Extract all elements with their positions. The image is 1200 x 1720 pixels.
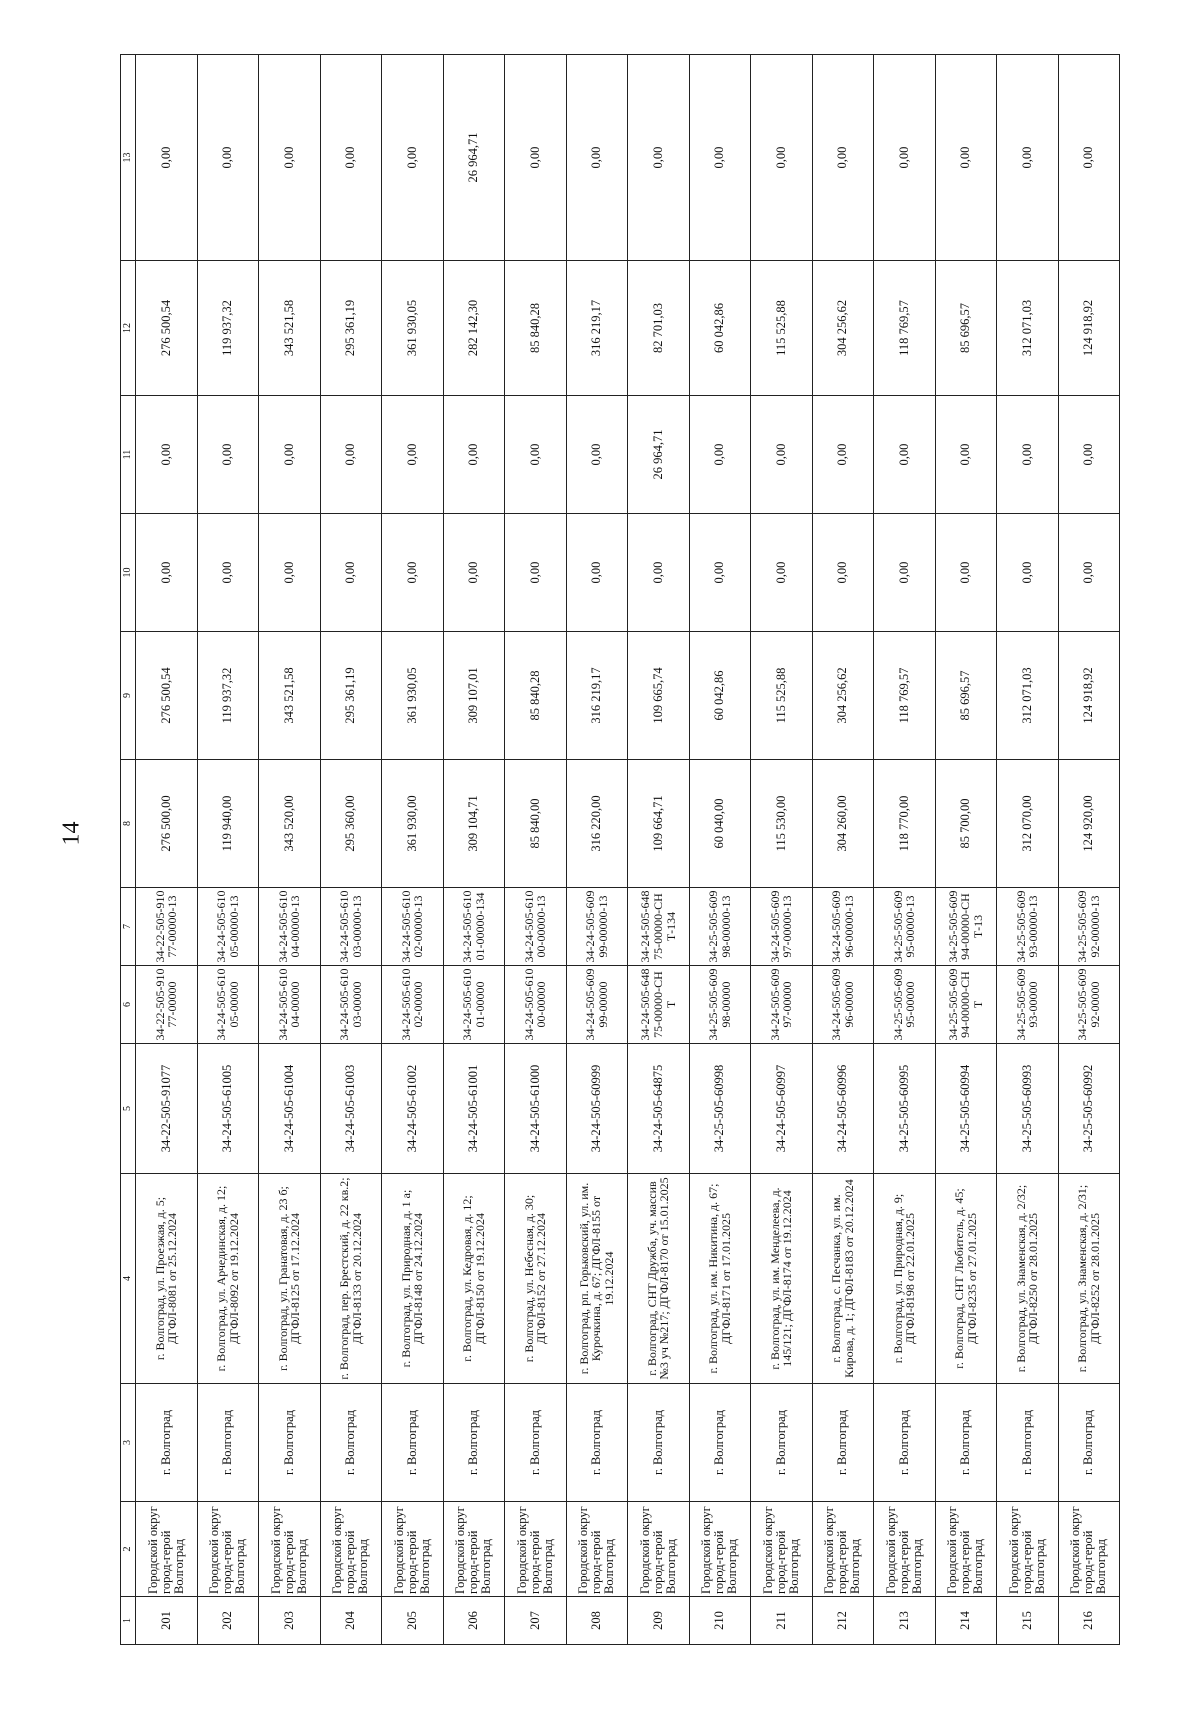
table-cell: г. Волгоград [382,1384,444,1502]
table-cell: 34-25-505-60993-00000-13 [997,888,1059,966]
table-cell: г. Волгоград [628,1384,690,1502]
column-header-8: 8 [121,760,136,888]
table-cell: 34-24-505-61000 [505,1044,567,1174]
table-cell: 0,00 [997,514,1059,632]
table-cell: 34-24-505-60999 [566,1044,628,1174]
table-cell: 34-24-505-64875 [628,1044,690,1174]
table-cell: 34-24-505-61001 [443,1044,505,1174]
table-cell: 312 070,00 [997,760,1059,888]
table-cell: г. Волгоград [443,1384,505,1502]
table-cell: 316 219,17 [566,632,628,760]
table-cell: 276 500,54 [136,632,198,760]
table-cell: 201 [136,1597,198,1645]
table-cell: 34-25-505-60995-00000 [874,966,936,1044]
table-cell: г. Волгоград, ул. Кедровая, д. 12; ДГФЛ-8150 от 19.12.2024 [443,1174,505,1384]
table-cell: 0,00 [566,514,628,632]
table-cell: г. Волгоград, СНТ Дружба, уч. массив №3 уч №217; ДГФЛ-8170 от 15.01.2025 [628,1174,690,1384]
table-cell: г. Волгоград [874,1384,936,1502]
table-cell: 34-22-505-91077-00000-13 [136,888,198,966]
table-cell: 34-24-505-61002-00000-13 [382,888,444,966]
column-header-5: 5 [121,1044,136,1174]
table-cell: 34-24-505-64875-00000-СНТ-134 [628,888,690,966]
table-cell: 295 360,00 [320,760,382,888]
table-cell: 34-25-505-60992 [1058,1044,1120,1174]
table-cell: Городской округ город-герой Волгоград [689,1502,751,1597]
table-cell: 0,00 [320,55,382,261]
table-cell: 203 [259,1597,321,1645]
column-header-2: 2 [121,1502,136,1597]
table-cell: Городской округ город-герой Волгоград [382,1502,444,1597]
column-header-7: 7 [121,888,136,966]
table-cell: г. Волгоград, СНТ Любитель, д. 45; ДГФЛ-8235 от 27.01.2025 [935,1174,997,1384]
table-cell: 211 [751,1597,813,1645]
table-cell: 0,00 [505,396,567,514]
table-cell: 85 700,00 [935,760,997,888]
table-row [505,55,567,1645]
table-cell: 34-24-505-61005 [197,1044,259,1174]
table-cell: 361 930,05 [382,261,444,396]
table-cell: 34-25-505-60995 [874,1044,936,1174]
table-cell: г. Волгоград, ул. Проезжая, д. 5; ДГФЛ-8081 от 25.12.2024 [136,1174,198,1384]
table-cell: 276 500,00 [136,760,198,888]
table-cell: 0,00 [136,396,198,514]
table-cell: 0,00 [505,514,567,632]
table-cell: 205 [382,1597,444,1645]
table-cell: 34-24-505-60996-00000-13 [812,888,874,966]
table-cell: 85 840,28 [505,632,567,760]
table-cell: 295 361,19 [320,261,382,396]
table-cell: Городской округ город-герой Волгоград [1058,1502,1120,1597]
table-cell: 119 937,32 [197,632,259,760]
table-cell: 0,00 [812,55,874,261]
table-cell: 34-25-505-60992-00000 [1058,966,1120,1044]
table-cell: 34-22-505-91077 [136,1044,198,1174]
table-cell: 119 940,00 [197,760,259,888]
header-row [121,55,136,1645]
table-cell: 34-25-505-60998-00000 [689,966,751,1044]
table-cell: 207 [505,1597,567,1645]
table-cell: 109 664,71 [628,760,690,888]
table-cell: г. Волгоград [935,1384,997,1502]
table-cell: 34-25-505-60998 [689,1044,751,1174]
table-cell: г. Волгоград [197,1384,259,1502]
table-cell: 282 142,30 [443,261,505,396]
column-header-9: 9 [121,632,136,760]
table-body [136,55,1120,1645]
table-row [689,55,751,1645]
table-cell: 26 964,71 [628,396,690,514]
table-cell: г. Волгоград, ул. Знаменская, д. 2/32; ДГФЛ-8250 от 28.01.2025 [997,1174,1059,1384]
table-cell: 0,00 [935,514,997,632]
table-cell: 109 665,74 [628,632,690,760]
table-cell: 124 918,92 [1058,632,1120,760]
table-cell: 0,00 [566,396,628,514]
table-cell: 34-22-505-91077-00000 [136,966,198,1044]
column-header-12: 12 [121,261,136,396]
table-cell: г. Волгоград [751,1384,813,1502]
table-cell: 34-25-505-60994 [935,1044,997,1174]
table-cell: 312 071,03 [997,261,1059,396]
table-cell: 115 525,88 [751,261,813,396]
table-cell: 34-24-505-61001-00000-134 [443,888,505,966]
table-cell: г. Волгоград, пер. Брестский, д. 22 кв.2; ДГФЛ-8133 от 20.12.2024 [320,1174,382,1384]
table-cell: 118 770,00 [874,760,936,888]
table-cell: 0,00 [197,396,259,514]
table-cell: Городской округ город-герой Волгоград [812,1502,874,1597]
table-cell: г. Волгоград [812,1384,874,1502]
table-cell: Городской округ город-герой Волгоград [935,1502,997,1597]
table-cell: г. Волгоград [320,1384,382,1502]
table-cell: 34-24-505-61000-00000-13 [505,888,567,966]
table-cell: 343 521,58 [259,261,321,396]
table-row [1058,55,1120,1645]
table-cell: 0,00 [689,514,751,632]
table-cell: 34-24-505-61004-00000 [259,966,321,1044]
table-cell: 60 040,00 [689,760,751,888]
table-cell: 343 521,58 [259,632,321,760]
table-cell: 85 840,28 [505,261,567,396]
column-header-1: 1 [121,1597,136,1645]
table-row [320,55,382,1645]
column-header-11: 11 [121,396,136,514]
table-cell: 0,00 [997,55,1059,261]
table-cell: 0,00 [443,514,505,632]
table-cell: Городской округ город-герой Волгоград [443,1502,505,1597]
table-row [136,55,198,1645]
table-cell: 0,00 [259,396,321,514]
table-cell: 0,00 [812,514,874,632]
table-cell: г. Волгоград [997,1384,1059,1502]
table-cell: 34-24-505-61003 [320,1044,382,1174]
table-cell: 26 964,71 [443,55,505,261]
table-cell: 34-24-505-61005-00000-13 [197,888,259,966]
table-cell: 115 525,88 [751,632,813,760]
table-cell: г. Волгоград [1058,1384,1120,1502]
data-table [120,54,1120,1645]
table-cell: 0,00 [689,396,751,514]
table-cell: 206 [443,1597,505,1645]
table-cell: г. Волгоград [259,1384,321,1502]
table-cell: Городской округ город-герой Волгоград [566,1502,628,1597]
table-cell: Городской округ город-герой Волгоград [751,1502,813,1597]
table-cell: 210 [689,1597,751,1645]
table-cell: 316 219,17 [566,261,628,396]
table-cell: 118 769,57 [874,261,936,396]
table-cell: 34-24-505-61001-00000 [443,966,505,1044]
table-cell: 34-25-505-60994-00000-СНТ-13 [935,888,997,966]
table-cell: 209 [628,1597,690,1645]
table-cell: 0,00 [382,55,444,261]
table-cell: 34-25-505-60993-00000 [997,966,1059,1044]
table-cell: 304 256,62 [812,632,874,760]
table-cell: 82 701,03 [628,261,690,396]
table-cell: Городской округ город-герой Волгоград [259,1502,321,1597]
table-cell: 0,00 [443,396,505,514]
table-cell: 0,00 [751,55,813,261]
table-cell: 34-24-505-61003-00000 [320,966,382,1044]
table-cell: г. Волгоград, ул. Гранатовая, д. 23 б; ДГФЛ-8125 от 17.12.2024 [259,1174,321,1384]
table-cell: 208 [566,1597,628,1645]
table-cell: г. Волгоград, рп. Горьковский, ул. им. Курочкина, д. 67; ДГФЛ-8155 от 19.12.2024 [566,1174,628,1384]
table-cell: г. Волгоград, ул. Знаменская, д. 2/31; ДГФЛ-8252 от 28.01.2025 [1058,1174,1120,1384]
table-cell: 34-24-505-60997 [751,1044,813,1174]
table-cell: 0,00 [874,514,936,632]
table-row [382,55,444,1645]
table-cell: 0,00 [689,55,751,261]
table-cell: 0,00 [259,55,321,261]
table-cell: 0,00 [197,514,259,632]
table-cell: 34-24-505-61002 [382,1044,444,1174]
table-cell: Городской округ город-герой Волгоград [320,1502,382,1597]
table-cell: 312 071,03 [997,632,1059,760]
table-cell: 0,00 [382,514,444,632]
table-cell: 0,00 [628,514,690,632]
table-cell: 0,00 [935,55,997,261]
table-cell: г. Волгоград [136,1384,198,1502]
table-cell: 0,00 [874,55,936,261]
table-cell: 0,00 [935,396,997,514]
table-row [443,55,505,1645]
table-cell: 34-24-505-60999-00000-13 [566,888,628,966]
table-cell: 34-25-505-60998-00000-13 [689,888,751,966]
table-cell: 204 [320,1597,382,1645]
table-cell: 60 042,86 [689,632,751,760]
table-cell: 34-25-505-60992-00000-13 [1058,888,1120,966]
table-cell: г. Волгоград [689,1384,751,1502]
table-cell: г. Волгоград [505,1384,567,1502]
table-cell: 361 930,05 [382,632,444,760]
table-cell: 124 918,92 [1058,261,1120,396]
table-cell: г. Волгоград, ул. Арчединская, д. 12; ДГФЛ-8092 от 19.12.2024 [197,1174,259,1384]
table-cell: 60 042,86 [689,261,751,396]
table-cell: г. Волгоград, ул. им. Никитина, д. 67; ДГФЛ-8171 от 17.01.2025 [689,1174,751,1384]
table-cell: 34-24-505-60996-00000 [812,966,874,1044]
table-cell: 34-24-505-60997-00000-13 [751,888,813,966]
table-cell: 0,00 [259,514,321,632]
table-cell: 214 [935,1597,997,1645]
table-row [566,55,628,1645]
table-cell: 276 500,54 [136,261,198,396]
table-cell: 343 520,00 [259,760,321,888]
table-cell: Городской округ город-герой Волгоград [505,1502,567,1597]
table-cell: г. Волгоград [566,1384,628,1502]
table-cell: 295 361,19 [320,632,382,760]
table-row [997,55,1059,1645]
table-cell: 0,00 [628,55,690,261]
table-cell: 0,00 [997,396,1059,514]
table-row [628,55,690,1645]
table-cell: 34-24-505-60996 [812,1044,874,1174]
column-header-6: 6 [121,966,136,1044]
table-cell: 0,00 [197,55,259,261]
table-cell: 216 [1058,1597,1120,1645]
table-cell: г. Волгоград, с. Песчанка, ул. им. Кирова, д. 1; ДГФЛ-8183 от 20.12.2024 [812,1174,874,1384]
table-cell: 85 696,57 [935,632,997,760]
table-cell: Городской округ город-герой Волгоград [874,1502,936,1597]
column-header-4: 4 [121,1174,136,1384]
table-cell: 215 [997,1597,1059,1645]
table-cell: 0,00 [1058,55,1120,261]
table-cell: Городской округ город-герой Волгоград [997,1502,1059,1597]
table-cell: 0,00 [382,396,444,514]
table-cell: 34-25-505-60993 [997,1044,1059,1174]
table-cell: г. Волгоград, ул. Природная, д. 9; ДГФЛ-8198 от 22.01.2025 [874,1174,936,1384]
table-cell: 34-24-505-60997-00000 [751,966,813,1044]
table-cell: 34-24-505-61004 [259,1044,321,1174]
table-cell: 0,00 [320,396,382,514]
table-row [874,55,936,1645]
table-cell: 0,00 [874,396,936,514]
table-cell: 34-25-505-60995-00000-13 [874,888,936,966]
table-cell: 0,00 [320,514,382,632]
table-cell: 304 256,62 [812,261,874,396]
table-cell: 124 920,00 [1058,760,1120,888]
table-cell: г. Волгоград, ул. им. Менделеева, д. 145/121; ДГФЛ-8174 от 19.12.2024 [751,1174,813,1384]
column-header-13: 13 [121,55,136,261]
table-cell: 0,00 [751,396,813,514]
table-cell: г. Волгоград, ул. Небесная, д. 30; ДГФЛ-8152 от 27.12.2024 [505,1174,567,1384]
table-cell: 309 107,01 [443,632,505,760]
table-cell: 212 [812,1597,874,1645]
table-cell: 115 530,00 [751,760,813,888]
table-cell: г. Волгоград, ул. Природная, д. 1 а; ДГФЛ-8148 от 24.12.2024 [382,1174,444,1384]
table-row [259,55,321,1645]
table-cell: 0,00 [136,514,198,632]
table-cell: Городской округ город-герой Волгоград [628,1502,690,1597]
table-row [935,55,997,1645]
table-cell: 0,00 [751,514,813,632]
table-cell: 0,00 [505,55,567,261]
table-cell: 0,00 [812,396,874,514]
table-cell: 202 [197,1597,259,1645]
table-cell: 213 [874,1597,936,1645]
table-cell: 0,00 [566,55,628,261]
table-cell: 34-24-505-60999-00000 [566,966,628,1044]
table-cell: 85 840,00 [505,760,567,888]
table-cell: 316 220,00 [566,760,628,888]
table-cell: 361 930,00 [382,760,444,888]
table-cell: Городской округ город-герой Волгоград [136,1502,198,1597]
table-cell: 34-24-505-61003-00000-13 [320,888,382,966]
table-cell: 34-24-505-61000-00000 [505,966,567,1044]
table-cell: 34-24-505-61004-00000-13 [259,888,321,966]
table-cell: 118 769,57 [874,632,936,760]
page-number: 14 [58,821,85,846]
table-cell: 119 937,32 [197,261,259,396]
table-row [197,55,259,1645]
table-cell: 34-25-505-60994-00000-СНТ [935,966,997,1044]
table-cell: 304 260,00 [812,760,874,888]
table-row [751,55,813,1645]
table-cell: 0,00 [1058,514,1120,632]
table-cell: 309 104,71 [443,760,505,888]
column-header-3: 3 [121,1384,136,1502]
table-cell: Городской округ город-герой Волгоград [197,1502,259,1597]
table-cell: 0,00 [1058,396,1120,514]
table-cell: 0,00 [136,55,198,261]
table-row [812,55,874,1645]
table-cell: 34-24-505-64875-00000-СНТ [628,966,690,1044]
table-cell: 34-24-505-61002-00000 [382,966,444,1044]
column-header-10: 10 [121,514,136,632]
table-cell: 85 696,57 [935,261,997,396]
rotated-table-wrapper [120,55,1120,1645]
table-cell: 34-24-505-61005-00000 [197,966,259,1044]
